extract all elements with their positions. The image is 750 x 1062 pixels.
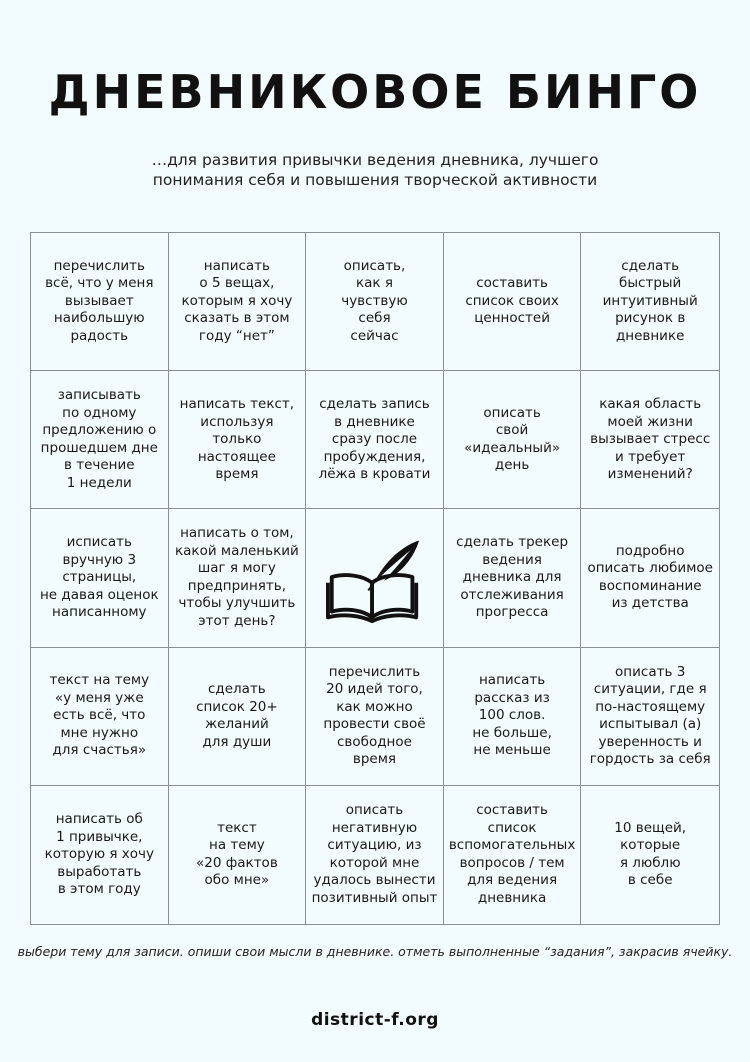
bingo-cell-24[interactable]: составить список вспомогательных вопросов / тем для ведения дневника [444, 786, 582, 924]
site-link[interactable]: district-f.org [311, 1010, 439, 1030]
bingo-cell-2[interactable]: написать о 5 вещах, которым я хочу сказать в этом году “нет” [169, 233, 307, 371]
bingo-cell-17[interactable]: сделать список 20+ желаний для души [169, 648, 307, 786]
bingo-grid [30, 232, 720, 925]
book-and-quill-icon [326, 533, 422, 623]
bingo-cell-7[interactable]: написать текст, используя только настоящее время [169, 371, 307, 509]
bingo-cell-21[interactable]: написать об 1 привычке, которую я хочу выработать в этом году [31, 786, 169, 924]
instructions-note: выбери тему для записи. опиши свои мысли в дневнике. отметь выполненные “задания”, закрасив ячейку. [17, 944, 733, 959]
bingo-cell-16[interactable]: текст на тему «у меня уже есть всё, что мне нужно для счастья» [31, 648, 169, 786]
bingo-cell-25[interactable]: 10 вещей, которые я люблю в себе [614, 819, 687, 889]
bingo-cell-10[interactable]: какая область моей жизни вызывает стресс и требует изменений? [581, 371, 719, 509]
bingo-cell-14[interactable]: сделать трекер ведения дневника для отслеживания прогресса [444, 509, 582, 647]
bingo-cell-9[interactable]: описать свой «идеальный» день [444, 371, 582, 509]
bingo-cell-3[interactable]: описать, как я чувствую себя сейчас [306, 233, 444, 371]
bingo-cell-12[interactable]: написать о том, какой маленький шаг я могу предпринять, чтобы улучшить этот день? [169, 509, 307, 647]
subtitle-line-1: …для развития привычки ведения дневника, лучшего [151, 151, 599, 169]
bingo-cell-22[interactable]: текст на тему «20 фактов обо мне» [169, 786, 307, 924]
bingo-cell-4[interactable]: составить список своих ценностей [444, 233, 582, 371]
subtitle [0, 150, 750, 190]
bingo-cell-8[interactable]: сделать запись в дневнике сразу после пробуждения, лёжа в кровати [306, 371, 444, 509]
bingo-cell-18[interactable]: перечислить 20 идей того, как можно провести своё свободное время [306, 648, 444, 786]
bingo-cell-6[interactable]: записывать по одному предложению о прошедшем дне в течение 1 недели [31, 371, 169, 509]
subtitle-line-2: понимания себя и повышения творческой активности [152, 171, 598, 189]
bingo-cell-15[interactable]: подробно описать любимое воспоминание из детства [581, 509, 719, 647]
bingo-cell-11[interactable]: исписать вручную 3 страницы, не давая оценок написанному [31, 509, 169, 647]
bingo-cell-5[interactable]: сделать быстрый интуитивный рисунок в дневнике [581, 233, 719, 371]
bingo-cell-19[interactable]: написать рассказ из 100 слов. не больше, не меньше [444, 648, 582, 786]
page-title: ДНЕВНИКОВОЕ БИНГО [48, 65, 702, 119]
bingo-cell-20[interactable]: описать 3 ситуации, где я по-настоящему испытывал (а) уверенность и гордость за себя [581, 648, 719, 786]
bingo-center-cell[interactable] [306, 509, 444, 647]
bingo-cell-23[interactable]: описать негативную ситуацию, из которой мне удалось вынести позитивный опыт [306, 786, 444, 924]
bingo-cell-1[interactable]: перечислить всё, что у меня вызывает наибольшую радость [31, 233, 169, 371]
